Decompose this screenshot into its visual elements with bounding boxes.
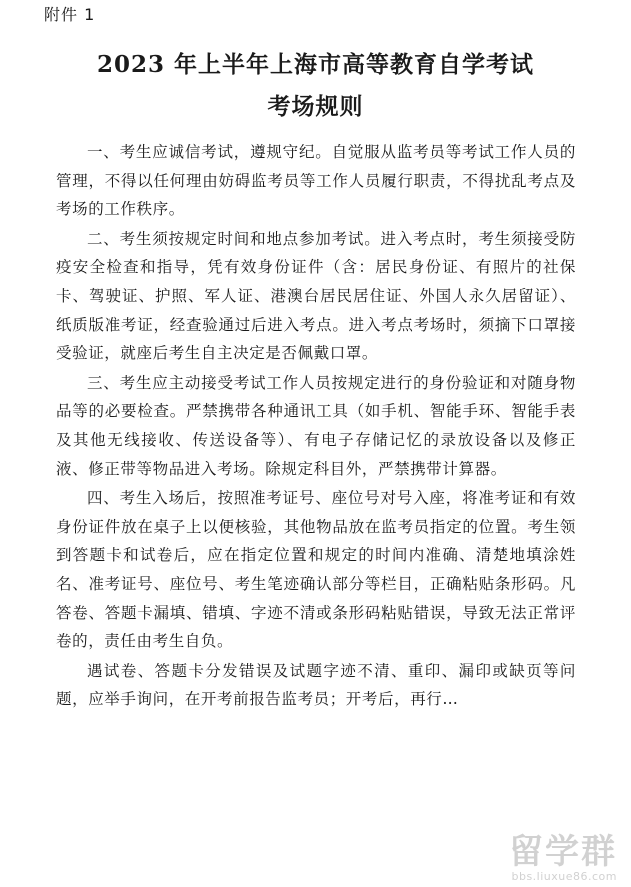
watermark (509, 834, 617, 883)
document-body (56, 138, 576, 714)
rule-paragraph-5: 遇试卷、答题卡分发错误及试题字迹不清、重印、漏印或缺页等问题，应举手询问，在开考前报告监考员；开考后，再行… (56, 661, 576, 709)
document-title-line-1: 2023 年上半年上海市高等教育自学考试 (96, 51, 535, 78)
attachment-label: 附件 1 (44, 5, 96, 24)
watermark-url: bbs.liuxue86.com (511, 870, 617, 883)
watermark-brand: 留学群 (509, 832, 617, 872)
rule-paragraph-2: 二、考生须按规定时间和地点参加考试。进入考点时，考生须接受防疫安全检查和指导，凭有效身份证件（含：居民身份证、有照片的社保卡、驾驶证、护照、军人证、港澳台居民居住证、外国人永久居留证）、纸质版准考证，经查验通过后进入考点。进入考点考场时，须摘下口罩接受验证，就座后考生自主决定是否佩戴口罩。 (56, 229, 576, 363)
document-title-line-2: 考场规则 (267, 93, 364, 120)
rule-paragraph-3: 三、考生应主动接受考试工作人员按规定进行的身份验证和对随身物品等的必要检查。严禁携带各种通讯工具（如手机、智能手环、智能手表及其他无线接收、传送设备等）、有电子存储记忆的录放设备以及修正液、修正带等物品进入考场。除规定科目外，严禁携带计算器。 (56, 373, 576, 478)
rule-paragraph-4: 四、考生入场后，按照准考证号、座位号对号入座，将准考证和有效身份证件放在桌子上以便核验，其他物品放在监考员指定的位置。考生领到答题卡和试卷后，应在指定位置和规定的时间内准确、清楚地填涂姓名、准考证号、座位号、考生笔迹确认部分等栏目，正确粘贴条形码。凡答卷、答题卡漏填、错填、字迹不清或条形码粘贴错误，导致无法正常评卷的，责任由考生自负。 (56, 489, 576, 651)
rule-paragraph-1: 一、考生应诚信考试，遵规守纪。自觉服从监考员等考试工作人员的管理，不得以任何理由妨碍监考员等工作人员履行职责，不得扰乱考点及考场的工作秩序。 (56, 143, 576, 219)
